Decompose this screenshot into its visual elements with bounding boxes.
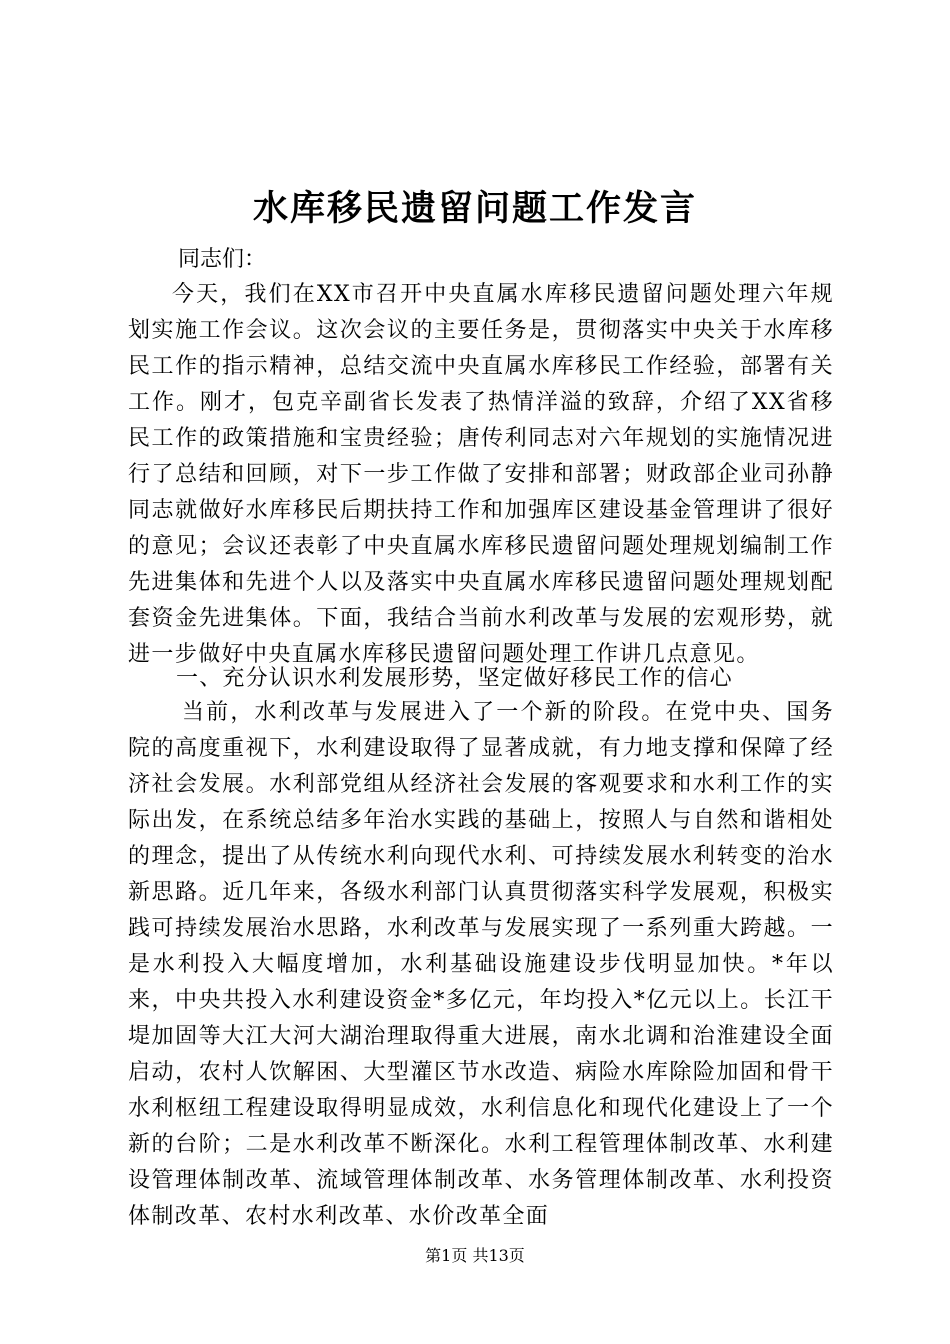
document-title: 水库移民遗留问题工作发言 bbox=[252, 188, 697, 229]
paragraph-body: 当前，水利改革与发展进入了一个新的阶段。在党中央、国务院的高度重视下，水利建设取得了显著成就，有力地支撑和保障了经济社会发展。水利部党组从经济社会发展的客观要求和水利工作的实际出发，在系统总结多年治水实践的基础上，按照人与自然和谐相处的理念，提出了从传统水利向现代水利、可持续发展水利转变的治水新思路。近几年来，各级水利部门认真贯彻落实科学发展观，积极实践可持续发展治水思路，水利改革与发展实现了一系列重大跨越。一是水利投入大幅度增加，水利基础设施建设步伐明显加快。*年以来，中央共投入水利建设资金*多亿元，年均投入*亿元以上。长江干堤加固等大江大河大湖治理取得重大进展，南水北调和治淮建设全面启动，农村人饮解困、大型灌区节水改造、病险水库除险加固和骨干水利枢纽工程建设取得明显成效，水利信息化和现代化建设上了一个新的台阶；二是水利改革不断深化。水利工程管理体制改革、水利建设管理体制改革、流域管理体制改革、水务管理体制改革、水利投资体制改革、农村水利改革、水价改革全面 bbox=[128, 700, 834, 1229]
paragraph-opening: 今天，我们在XX市召开中央直属水库移民遗留问题处理六年规划实施工作会议。这次会议的主要任务是，贯彻落实中央关于水库移民工作的指示精神，总结交流中央直属水库移民工作经验，部署有关工作。刚才，包克辛副省长发表了热情洋溢的致辞，介绍了XX省移民工作的政策措施和宝贵经验；唐传利同志对六年规划的实施情况进行了总结和回顾，对下一步工作做了安排和部署；财政部企业司孙静同志就做好水库移民后期扶持工作和加强库区建设基金管理讲了很好的意见；会议还表彰了中央直属水库移民遗留问题处理规划编制工作先进集体和先进个人以及落实中央直属水库移民遗留问题处理规划配套资金先进集体。下面，我结合当前水利改革与发展的宏观形势，就进一步做好中央直属水库移民遗留问题处理工作讲几点意见。 bbox=[128, 282, 834, 667]
section-heading: 一、充分认识水利发展形势，坚定做好移民工作的信心 bbox=[176, 666, 733, 691]
page-footer: 第1页 共13页 bbox=[425, 1246, 525, 1265]
salutation: 同志们： bbox=[178, 247, 267, 272]
